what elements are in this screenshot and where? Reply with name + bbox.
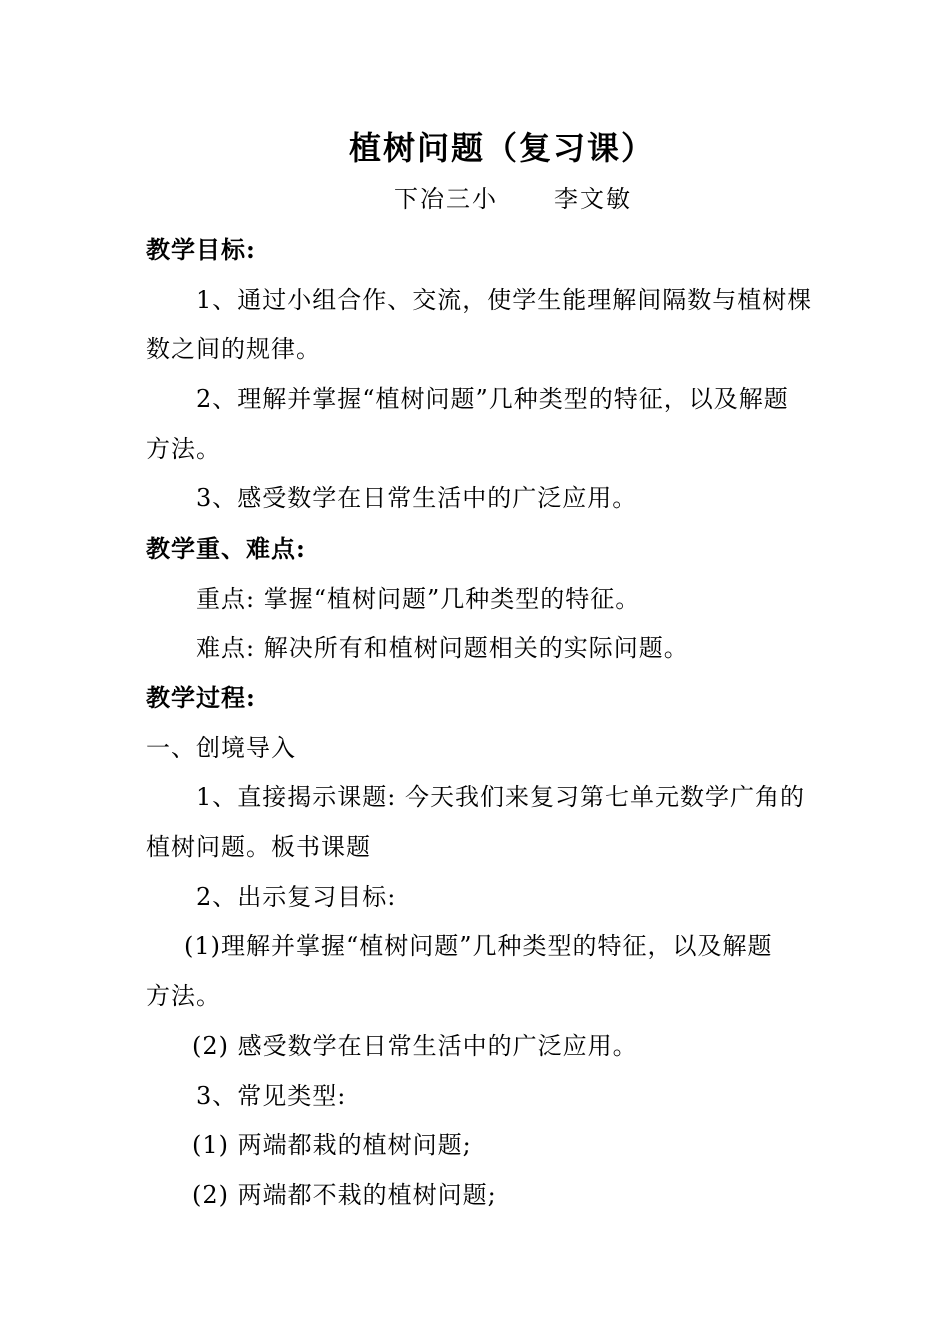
process-heading: 教学过程: — [146, 683, 256, 712]
sub-goal-2: (2) 感受数学在日常生活中的广泛应用。 — [192, 1032, 638, 1060]
byline — [0, 183, 950, 215]
goals-heading: 教学目标: — [146, 235, 256, 264]
difficult-point: 难点: 解决所有和植树问题相关的实际问题。 — [196, 634, 689, 662]
sub-goal-1-line-1: (1)理解并掌握“植树问题”几种类型的特征，以及解题 — [184, 932, 773, 960]
type-1: (1) 两端都栽的植树问题; — [192, 1131, 472, 1159]
document-title: 植树问题（复习课） — [348, 129, 655, 167]
school-name: 下冶三小 — [394, 185, 498, 213]
step-2: 2、出示复习目标: — [196, 883, 397, 911]
goal-2-line-1: 2、理解并掌握“植树问题”几种类型的特征，以及解题 — [196, 385, 789, 413]
step-1-line-2: 植树问题。板书课题 — [146, 833, 371, 861]
sub-goal-1-line-2: 方法。 — [146, 982, 221, 1010]
step-1-line-1: 1、直接揭示课题: 今天我们来复习第七单元数学广角的 — [196, 783, 805, 811]
goal-1-line-2: 数之间的规律。 — [146, 335, 321, 363]
goal-3: 3、感受数学在日常生活中的广泛应用。 — [196, 484, 638, 512]
type-2: (2) 两端都不栽的植树问题; — [192, 1181, 497, 1209]
goal-2-line-2: 方法。 — [146, 435, 221, 463]
key-point: 重点: 掌握“植树问题”几种类型的特征。 — [196, 585, 641, 613]
author-name: 李文敏 — [554, 185, 632, 213]
step-3: 3、常见类型: — [196, 1082, 347, 1110]
section-1-heading: 一、创境导入 — [146, 734, 296, 762]
keypoints-heading: 教学重、难点: — [146, 534, 306, 563]
goal-1-line-1: 1、通过小组合作、交流，使学生能理解间隔数与植树棵 — [196, 286, 813, 314]
